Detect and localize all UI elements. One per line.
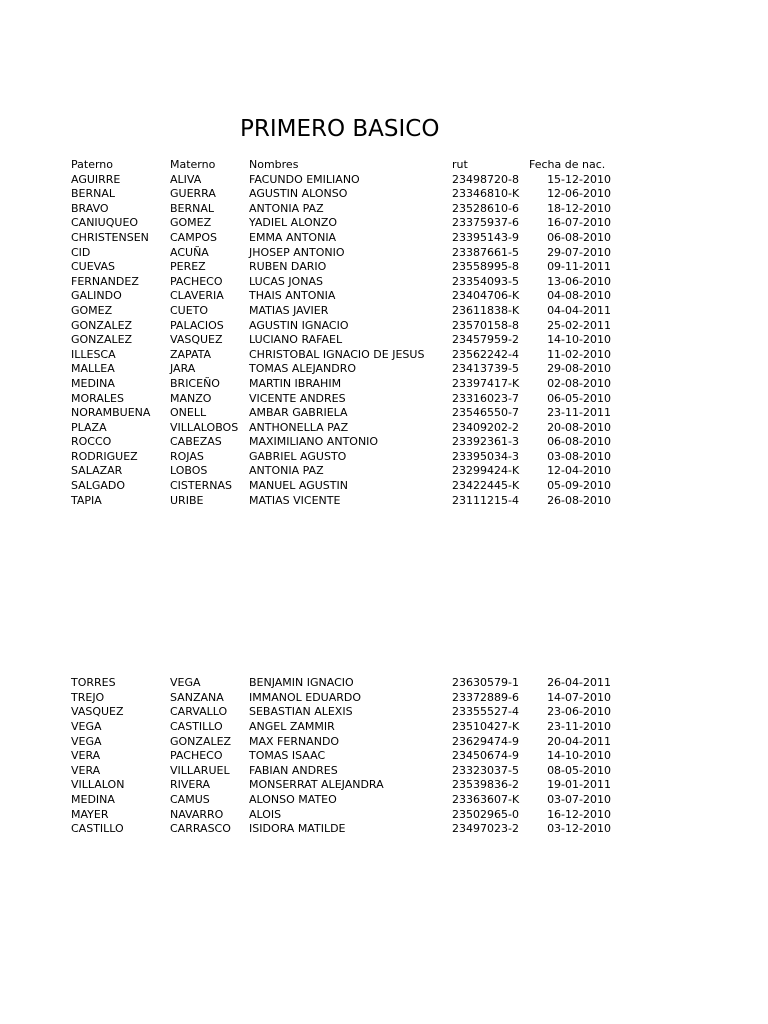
- cell-materno: VASQUEZ: [170, 333, 223, 347]
- cell-fecha: 16-12-2010: [547, 807, 611, 821]
- cell-fecha: 13-06-2010: [547, 274, 611, 288]
- cell-nombres: VICENTE ANDRES: [249, 391, 346, 405]
- cell-fecha: 06-08-2010: [547, 435, 611, 449]
- cell-paterno: TAPIA: [71, 493, 102, 507]
- cell-nombres: EMMA ANTONIA: [249, 230, 337, 244]
- table-row: [71, 377, 631, 392]
- cell-nombres: FACUNDO EMILIANO: [249, 172, 360, 186]
- cell-rut: 23413739-5: [452, 362, 519, 376]
- cell-paterno: BERNAL: [71, 187, 116, 201]
- cell-materno: CASTILLO: [170, 720, 223, 734]
- table-row: [71, 494, 631, 509]
- cell-materno: RIVERA: [170, 778, 211, 792]
- cell-nombres: ISIDORA MATILDE: [249, 822, 346, 836]
- cell-paterno: NORAMBUENA: [71, 406, 151, 420]
- cell-paterno: MEDINA: [71, 376, 115, 390]
- cell-rut: 23392361-3: [452, 435, 519, 449]
- cell-nombres: GABRIEL AGUSTO: [249, 449, 347, 463]
- cell-fecha: 25-02-2011: [547, 318, 611, 332]
- cell-nombres: MAX FERNANDO: [249, 734, 340, 748]
- cell-rut: 23630579-1: [452, 676, 519, 690]
- cell-paterno: CID: [71, 245, 91, 259]
- cell-nombres: ALONSO MATEO: [249, 793, 337, 806]
- column-header-materno: Materno: [170, 158, 216, 171]
- cell-rut: 23404706-K: [452, 289, 520, 303]
- cell-paterno: CUEVAS: [71, 260, 116, 274]
- cell-rut: 23316023-7: [452, 391, 519, 405]
- cell-paterno: VILLALON: [71, 778, 125, 792]
- cell-materno: BERNAL: [170, 201, 215, 215]
- cell-rut: 23498720-8: [452, 172, 519, 186]
- cell-paterno: GONZALEZ: [71, 333, 133, 347]
- cell-fecha: 29-07-2010: [547, 245, 611, 259]
- table-row: [71, 348, 631, 363]
- cell-paterno: VEGA: [71, 734, 102, 748]
- cell-paterno: GONZALEZ: [71, 318, 133, 332]
- cell-fecha: 23-11-2010: [547, 720, 611, 734]
- cell-materno: GONZALEZ: [170, 734, 232, 748]
- cell-rut: 23502965-0: [452, 807, 519, 821]
- cell-paterno: VERA: [71, 763, 101, 777]
- cell-paterno: MALLEA: [71, 362, 115, 376]
- cell-paterno: AGUIRRE: [71, 172, 121, 186]
- cell-paterno: VERA: [71, 749, 101, 763]
- cell-materno: ROJAS: [170, 449, 204, 463]
- student-roster-table: [71, 158, 631, 837]
- column-header-fecha: Fecha de nac.: [529, 158, 606, 171]
- cell-rut: 23611838-K: [452, 303, 520, 317]
- table-row: [71, 275, 631, 290]
- table-row: [71, 246, 631, 261]
- cell-fecha: 06-05-2010: [547, 391, 611, 405]
- cell-nombres: ANTONIA PAZ: [249, 464, 324, 478]
- cell-materno: PACHECO: [170, 274, 223, 288]
- cell-fecha: 14-07-2010: [547, 690, 611, 704]
- cell-fecha: 19-01-2011: [547, 778, 611, 792]
- cell-materno: CLAVERIA: [170, 289, 224, 303]
- cell-paterno: CANIUQUEO: [71, 216, 139, 230]
- cell-rut: 23570158-8: [452, 318, 519, 332]
- cell-paterno: CHRISTENSEN: [71, 230, 149, 244]
- cell-fecha: 12-04-2010: [547, 464, 611, 478]
- cell-nombres: YADIEL ALONZO: [249, 216, 338, 230]
- cell-materno: CISTERNAS: [170, 479, 232, 493]
- cell-nombres: ANTONIA PAZ: [249, 201, 324, 215]
- cell-materno: ZAPATA: [170, 347, 212, 361]
- table-row: [71, 808, 631, 823]
- cell-fecha: 14-10-2010: [547, 333, 611, 347]
- table-row: [71, 764, 631, 779]
- cell-materno: CAMUS: [170, 793, 210, 806]
- cell-nombres: LUCAS JONAS: [249, 274, 323, 288]
- cell-materno: VILLALOBOS: [170, 420, 239, 434]
- cell-rut: 23387661-5: [452, 245, 519, 259]
- cell-fecha: 18-12-2010: [547, 201, 611, 215]
- cell-nombres: ANGEL ZAMMIR: [249, 720, 335, 734]
- cell-rut: 23395034-3: [452, 449, 519, 463]
- table-row: [71, 705, 631, 720]
- cell-rut: 23397417-K: [452, 376, 520, 390]
- cell-paterno: MORALES: [71, 391, 124, 405]
- cell-fecha: 02-08-2010: [547, 376, 611, 390]
- cell-fecha: 06-08-2010: [547, 230, 611, 244]
- cell-nombres: MATIAS VICENTE: [249, 493, 341, 507]
- cell-materno: CAMPOS: [170, 230, 217, 244]
- cell-materno: ACUÑA: [170, 245, 209, 259]
- cell-materno: ONELL: [170, 406, 207, 420]
- table-row: [71, 450, 631, 465]
- page-gap: [71, 508, 631, 676]
- cell-materno: VEGA: [170, 676, 201, 690]
- cell-paterno: TORRES: [71, 676, 116, 690]
- cell-rut: 23323037-5: [452, 763, 519, 777]
- cell-rut: 23299424-K: [452, 464, 520, 478]
- cell-materno: PEREZ: [170, 260, 206, 274]
- cell-materno: NAVARRO: [170, 807, 224, 821]
- table-header-row: [71, 158, 631, 173]
- cell-rut: 23558995-8: [452, 260, 519, 274]
- cell-fecha: 12-06-2010: [547, 187, 611, 201]
- cell-rut: 23363607-K: [452, 793, 520, 806]
- table-row: [71, 304, 631, 319]
- cell-nombres: AMBAR GABRIELA: [249, 406, 348, 420]
- cell-paterno: FERNANDEZ: [71, 274, 139, 288]
- page-title: PRIMERO BASICO: [240, 116, 440, 142]
- cell-fecha: 26-08-2010: [547, 493, 611, 507]
- cell-rut: 23497023-2: [452, 822, 519, 836]
- cell-rut: 23562242-4: [452, 347, 519, 361]
- cell-nombres: BENJAMIN IGNACIO: [249, 676, 354, 690]
- cell-nombres: AGUSTIN IGNACIO: [249, 318, 349, 332]
- cell-nombres: LUCIANO RAFAEL: [249, 333, 343, 347]
- cell-fecha: 09-11-2011: [547, 260, 611, 274]
- cell-materno: PACHECO: [170, 749, 223, 763]
- cell-paterno: GALINDO: [71, 289, 122, 303]
- cell-paterno: GOMEZ: [71, 303, 113, 317]
- cell-paterno: CASTILLO: [71, 822, 124, 836]
- cell-materno: CARVALLO: [170, 705, 228, 719]
- table-row: [71, 202, 631, 217]
- cell-nombres: SEBASTIAN ALEXIS: [249, 705, 353, 719]
- table-row: [71, 691, 631, 706]
- cell-materno: CABEZAS: [170, 435, 222, 449]
- cell-materno: URIBE: [170, 493, 204, 507]
- cell-fecha: 05-09-2010: [547, 479, 611, 493]
- cell-fecha: 11-02-2010: [547, 347, 611, 361]
- cell-nombres: MONSERRAT ALEJANDRA: [249, 778, 384, 792]
- roster-rows-group-2: [71, 676, 631, 837]
- cell-paterno: SALAZAR: [71, 464, 123, 478]
- roster-rows-group-1: [71, 173, 631, 509]
- cell-nombres: THAIS ANTONIA: [249, 289, 336, 303]
- cell-fecha: 03-07-2010: [547, 793, 611, 806]
- cell-rut: 23528610-6: [452, 201, 519, 215]
- cell-nombres: ANTHONELLA PAZ: [249, 420, 349, 434]
- cell-materno: GOMEZ: [170, 216, 212, 230]
- table-row: [71, 735, 631, 750]
- cell-materno: CARRASCO: [170, 822, 231, 836]
- cell-rut: 23539836-2: [452, 778, 519, 792]
- table-row: [71, 231, 631, 246]
- table-row: [71, 720, 631, 735]
- column-header-nombres: Nombres: [249, 158, 299, 171]
- cell-nombres: ALOIS: [249, 807, 282, 821]
- cell-nombres: IMMANOL EDUARDO: [249, 690, 362, 704]
- cell-fecha: 04-08-2010: [547, 289, 611, 303]
- cell-rut: 23111215-4: [452, 493, 519, 507]
- cell-nombres: RUBEN DARIO: [249, 260, 327, 274]
- table-row: [71, 421, 631, 436]
- cell-fecha: 03-08-2010: [547, 449, 611, 463]
- cell-fecha: 23-11-2011: [547, 406, 611, 420]
- cell-fecha: 15-12-2010: [547, 172, 611, 186]
- cell-paterno: PLAZA: [71, 420, 107, 434]
- table-row: [71, 406, 631, 421]
- cell-rut: 23457959-2: [452, 333, 519, 347]
- cell-paterno: TREJO: [71, 690, 105, 704]
- table-row: [71, 464, 631, 479]
- table-row: [71, 173, 631, 188]
- cell-nombres: MARTIN IBRAHIM: [249, 376, 342, 390]
- table-row: [71, 333, 631, 348]
- cell-rut: 23450674-9: [452, 749, 519, 763]
- cell-nombres: TOMAS ALEJANDRO: [249, 362, 357, 376]
- cell-fecha: 26-04-2011: [547, 676, 611, 690]
- cell-paterno: ILLESCA: [71, 347, 116, 361]
- table-row: [71, 362, 631, 377]
- cell-nombres: TOMAS ISAAC: [249, 749, 326, 763]
- cell-materno: BRICEÑO: [170, 376, 220, 390]
- cell-materno: JARA: [170, 362, 196, 376]
- cell-rut: 23409202-2: [452, 420, 519, 434]
- table-row: [71, 260, 631, 275]
- cell-nombres: CHRISTOBAL IGNACIO DE JESUS: [249, 347, 425, 361]
- cell-paterno: VEGA: [71, 720, 102, 734]
- cell-fecha: 08-05-2010: [547, 763, 611, 777]
- cell-nombres: MATIAS JAVIER: [249, 303, 329, 317]
- cell-paterno: RODRIGUEZ: [71, 449, 138, 463]
- cell-materno: MANZO: [170, 391, 212, 405]
- cell-fecha: 29-08-2010: [547, 362, 611, 376]
- cell-fecha: 14-10-2010: [547, 749, 611, 763]
- cell-nombres: MANUEL AGUSTIN: [249, 479, 348, 493]
- cell-fecha: 16-07-2010: [547, 216, 611, 230]
- cell-paterno: MAYER: [71, 807, 109, 821]
- cell-materno: LOBOS: [170, 464, 208, 478]
- cell-paterno: VASQUEZ: [71, 705, 124, 719]
- cell-materno: ALIVA: [170, 172, 202, 186]
- cell-rut: 23346810-K: [452, 187, 520, 201]
- cell-paterno: ROCCO: [71, 435, 112, 449]
- cell-paterno: MEDINA: [71, 793, 115, 806]
- cell-rut: 23629474-9: [452, 734, 519, 748]
- cell-fecha: 20-04-2011: [547, 734, 611, 748]
- cell-rut: 23354093-5: [452, 274, 519, 288]
- cell-materno: PALACIOS: [170, 318, 224, 332]
- cell-nombres: FABIAN ANDRES: [249, 763, 338, 777]
- cell-rut: 23422445-K: [452, 479, 520, 493]
- cell-rut: 23355527-4: [452, 705, 519, 719]
- cell-rut: 23375937-6: [452, 216, 519, 230]
- cell-rut: 23395143-9: [452, 230, 519, 244]
- cell-paterno: BRAVO: [71, 201, 109, 215]
- cell-fecha: 20-08-2010: [547, 420, 611, 434]
- table-row: [71, 187, 631, 202]
- cell-rut: 23546550-7: [452, 406, 519, 420]
- cell-paterno: SALGADO: [71, 479, 126, 493]
- table-row: [71, 479, 631, 494]
- table-row: [71, 778, 631, 793]
- table-row: [71, 216, 631, 231]
- column-header-rut: rut: [452, 158, 468, 171]
- table-row: [71, 319, 631, 334]
- cell-fecha: 04-04-2011: [547, 303, 611, 317]
- cell-nombres: MAXIMILIANO ANTONIO: [249, 435, 379, 449]
- table-row: [71, 392, 631, 407]
- table-row: [71, 435, 631, 450]
- cell-materno: SANZANA: [170, 690, 224, 704]
- cell-fecha: 03-12-2010: [547, 822, 611, 836]
- table-row: [71, 822, 631, 837]
- table-row: [71, 676, 631, 691]
- cell-nombres: JHOSEP ANTONIO: [249, 245, 345, 259]
- table-row: [71, 289, 631, 304]
- cell-rut: 23510427-K: [452, 720, 520, 734]
- table-row: [71, 749, 631, 764]
- cell-rut: 23372889-6: [452, 690, 519, 704]
- cell-materno: VILLARUEL: [170, 763, 230, 777]
- cell-nombres: AGUSTIN ALONSO: [249, 187, 348, 201]
- cell-materno: CUETO: [170, 303, 209, 317]
- cell-fecha: 23-06-2010: [547, 705, 611, 719]
- cell-materno: GUERRA: [170, 187, 216, 201]
- table-row: [71, 793, 631, 808]
- column-header-paterno: Paterno: [71, 158, 113, 171]
